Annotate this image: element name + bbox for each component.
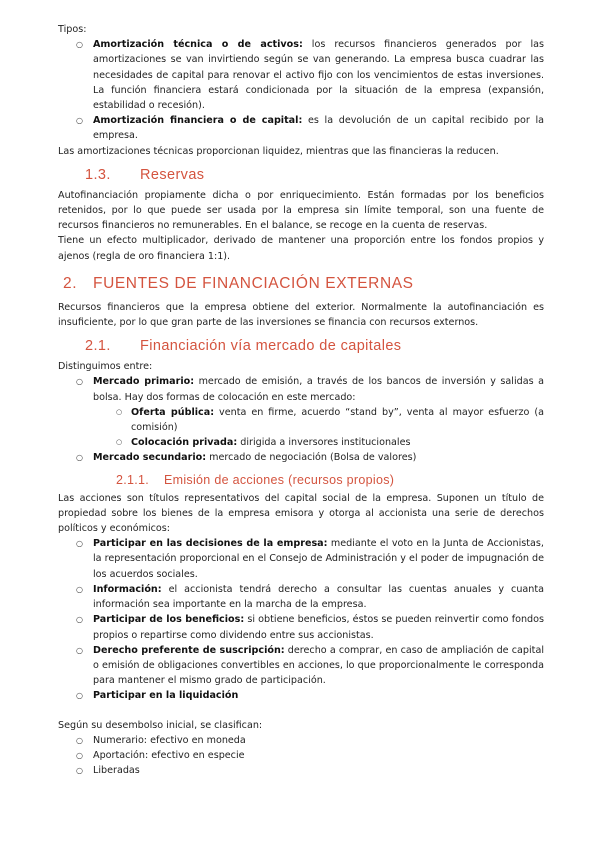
item-term: Mercado secundario: (93, 452, 207, 464)
item-text: Numerario: efectivo en moneda (93, 734, 246, 746)
hollow-circle-bullet-icon: ○ (76, 584, 83, 594)
section-number: 2.1. (85, 338, 111, 355)
section-heading-2-1-1 (58, 471, 544, 489)
item-term: Mercado primario: (93, 376, 195, 388)
hollow-circle-bullet-icon: ○ (76, 539, 83, 549)
item-term: Participar de los beneficios: (93, 614, 245, 626)
list-item (58, 405, 544, 435)
section-title: Financiación vía mercado de capitales (140, 338, 402, 355)
item-term: Participar en la liquidación (93, 690, 239, 702)
list-item (58, 643, 544, 689)
types-list (58, 37, 544, 143)
paragraph: Tiene un efecto multiplicador, derivado de mantener una proporción entre los fondos propios y ajenos (regla de oro financiera 1:1). (58, 235, 544, 262)
item-text: los recursos financieros generados por las amortizaciones se van invirtiendo según se van generando. La empresa busca cuadrar las necesidades de capital para renovar el activo fijo con los vencimientos de estas inversiones. La función financiera estará condicionada por la situación de la empresa (expansión, estabilidad o recesión). (93, 39, 544, 112)
item-text: Liberadas (93, 765, 140, 777)
types-label: Tipos: (58, 24, 87, 35)
hollow-circle-bullet-icon: ○ (116, 438, 123, 447)
types-note: Las amortizaciones técnicas proporcionan liquidez, mientras que las financieras la reducen. (58, 145, 499, 157)
paragraph: Según su desembolso inicial, se clasifican: (58, 719, 263, 731)
rights-list (58, 536, 544, 703)
item-text: mediante el voto en la Junta de Accionistas, la representación proporcional en el Consejo de Administración y el poder de impugnación de los acuerdos sociales. (93, 538, 544, 580)
section-number: 1.3. (85, 166, 111, 183)
list-item (58, 612, 544, 642)
list-item (58, 450, 544, 465)
item-term: Información: (93, 583, 162, 595)
item-text: mercado de negociación (Bolsa de valores) (206, 452, 417, 464)
item-term: Oferta pública: (131, 406, 215, 418)
hollow-circle-bullet-icon: ○ (76, 116, 83, 126)
hollow-circle-bullet-icon: ○ (116, 407, 123, 416)
hollow-circle-bullet-icon: ○ (76, 615, 83, 625)
item-term: Amortización financiera o de capital: (93, 115, 303, 127)
section-heading-2-1 (58, 336, 544, 356)
hollow-circle-bullet-icon: ○ (76, 40, 83, 50)
hollow-circle-bullet-icon: ○ (76, 453, 83, 463)
list-item (58, 37, 544, 113)
item-term: Colocación privada: (131, 437, 238, 449)
item-text: si obtiene beneficios, éstos se pueden reinvertir como fondos propios o repartirse como dividendo entre sus accionistas. (93, 614, 544, 641)
item-text: mercado de emisión, a través de los bancos de inversión y salidas a bolsa. Hay dos formas de colocación en este mercado: (93, 376, 544, 403)
item-term: Derecho preferente de suscripción: (93, 644, 285, 656)
item-text: derecho a comprar, en caso de ampliación de capital o emisión de obligaciones convertibles en acciones, lo que proporcionalmente le corresponda para mantener el mismo grado de participación. (93, 644, 544, 687)
hollow-circle-bullet-icon: ○ (76, 691, 83, 701)
section-heading-2 (58, 274, 544, 294)
list-item (58, 536, 544, 582)
list-item (58, 748, 544, 763)
hollow-circle-bullet-icon: ○ (76, 377, 83, 387)
hollow-circle-bullet-icon: ○ (76, 766, 83, 776)
section-title: FUENTES DE FINANCIACIÓN EXTERNAS (93, 274, 414, 292)
classify-list (58, 733, 544, 779)
item-text: es la devolución de un capital recibido por la empresa. (93, 115, 544, 142)
list-item (58, 582, 544, 612)
paragraph: Las acciones son títulos representativos del capital social de la empresa. Suponen un título de propiedad sobre los bienes de la empresa emisora y otorga al accionista una serie de derechos políticos y económicos: (58, 492, 544, 535)
hollow-circle-bullet-icon: ○ (76, 750, 83, 760)
item-term: Participar en las decisiones de la empresa: (93, 538, 328, 550)
list-item (58, 733, 544, 748)
paragraph: Recursos financieros que la empresa obtiene del exterior. Normalmente la autofinanciación es insuficiente, por lo que gran parte de las inversiones se financia con recursos externos. (58, 301, 544, 329)
section-heading-1-3 (58, 165, 544, 185)
section-number: 2.1.1. (116, 472, 150, 487)
section-number: 2. (63, 274, 78, 292)
document-page (58, 22, 544, 778)
item-text: Aportación: efectivo en especie (93, 749, 245, 761)
section-title: Emisión de acciones (recursos propios) (164, 472, 395, 487)
item-text: dirigida a inversores institucionales (237, 437, 411, 449)
hollow-circle-bullet-icon: ○ (76, 645, 83, 655)
list-item (58, 113, 544, 143)
paragraph: Distinguimos entre: (58, 361, 153, 373)
hollow-circle-bullet-icon: ○ (76, 735, 83, 745)
list-item (58, 688, 544, 703)
list-item (58, 435, 544, 450)
market-list (58, 374, 544, 465)
item-text: el accionista tendrá derecho a consultar las cuentas anuales y cuanta información sea importante en la marcha de la empresa. (93, 583, 544, 611)
list-item (58, 374, 544, 404)
section-title: Reservas (140, 166, 205, 183)
item-text: venta en firme, acuerdo “stand by”, venta al mayor esfuerzo (a comisión) (131, 406, 544, 434)
paragraph: Autofinanciación propiamente dicha o por enriquecimiento. Están formadas por los beneficios retenidos, por lo que puede ser usada por la empresa sin límite temporal, son una fuente de recursos financieros no remunerables. En el balance, se recoge en la cuenta de reservas. (58, 189, 544, 232)
list-item (58, 763, 544, 778)
item-term: Amortización técnica o de activos: (93, 39, 303, 51)
